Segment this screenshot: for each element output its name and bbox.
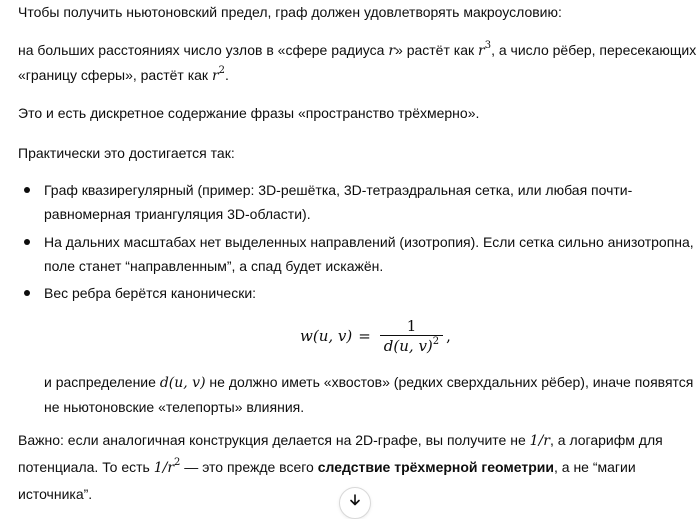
- formula-denominator-text: d(u, v): [383, 336, 433, 355]
- text-segment: не должно иметь «хвостов» (редких сверхдальних рёбер), иначе появятся не ньютоновские «телепорты» влияния.: [44, 374, 694, 415]
- math-exponent: 3: [484, 40, 492, 52]
- text-segment: на больших расстояниях число узлов в «сфере радиуса: [18, 42, 389, 58]
- text-segment: .: [225, 67, 229, 83]
- paragraph-discrete-content: Это и есть дискретное содержание фразы «пространство трёхмерно».: [18, 105, 480, 121]
- math-exponent: 2: [218, 65, 226, 77]
- bullet-dot: [24, 239, 30, 245]
- scroll-to-bottom-button[interactable]: [339, 487, 371, 519]
- list-item-text: Вес ребра берётся канонически:: [44, 285, 257, 301]
- math-d-uv: d(u, v): [159, 375, 206, 391]
- bold-phrase: следствие трёхмерной геометрии: [317, 459, 554, 475]
- formula-denominator-exponent: 2: [432, 335, 440, 347]
- list-item-text: На дальних масштабах нет выделенных направлений (изотропия). Если сетка сильно анизотропна, поле станет “направленным”, а спад будет искажён.: [44, 234, 694, 274]
- text-segment: , а не “магии источника”.: [18, 459, 636, 502]
- text-segment: — это прежде всего: [180, 459, 318, 475]
- paragraph-intro: Чтобы получить ньютоновский предел, граф должен удовлетворять макроусловию:: [18, 4, 562, 20]
- formula-comma: ,: [446, 327, 451, 345]
- bullet-dot: [24, 290, 30, 296]
- math-one-over-r: 1/r: [529, 433, 550, 449]
- formula-equals: =: [358, 327, 371, 345]
- paragraph-macrocondition: [18, 38, 698, 88]
- math-r: r: [211, 68, 219, 84]
- formula-denominator: [380, 335, 443, 356]
- text-segment: » растёт как: [395, 42, 478, 58]
- formula-numerator: 1: [406, 316, 417, 335]
- math-one-over-r-squared: 1/r: [153, 460, 175, 476]
- text-segment: , а число рёбер, пересекающих «границу сферы», растёт как: [18, 42, 697, 83]
- bullet-dot: [24, 187, 30, 193]
- edge-weight-formula: [300, 314, 451, 358]
- paragraph-practically: Практически это достигается так:: [18, 145, 235, 161]
- math-exponent: 2: [174, 457, 181, 469]
- text-segment: Важно: если аналогичная конструкция делается на 2D-графе, вы получите не: [18, 432, 530, 448]
- text-segment: , а логарифм для потенциала. То есть: [18, 432, 663, 475]
- list-item-text: Граф квазирегулярный (пример: 3D-решётка, 3D-тетраэдральная сетка, или любая почти-равномерная триангуляция 3D-области).: [44, 182, 633, 222]
- math-r: r: [388, 43, 396, 59]
- text-segment: и распределение: [44, 374, 160, 390]
- formula-fraction: [380, 317, 443, 356]
- paragraph-distribution: [44, 370, 700, 419]
- formula-lhs: w(u, v): [300, 327, 353, 345]
- math-r: r: [478, 43, 485, 59]
